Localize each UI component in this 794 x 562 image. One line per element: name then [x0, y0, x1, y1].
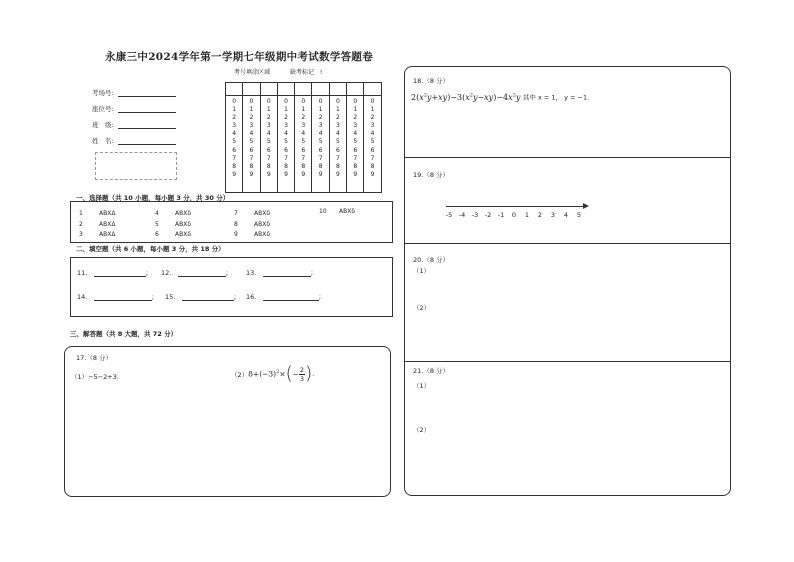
choice-item-7[interactable]	[234, 210, 270, 217]
section3-title: 三、解答题（共 8 大题，共 72 分）	[70, 330, 178, 338]
grid-digit-bubble[interactable]: 4	[353, 130, 358, 138]
grid-digit-bubble[interactable]: 4	[249, 130, 254, 138]
grid-digit-bubble[interactable]: 6	[336, 146, 340, 154]
q17-part1: （1）−5−2+3.	[71, 373, 119, 381]
grid-digit-column	[260, 96, 277, 193]
grid-write-cell[interactable]	[312, 83, 329, 96]
grid-digit-bubble[interactable]: 5	[301, 138, 306, 146]
choice-number: 3	[79, 231, 83, 238]
grid-digit-bubble[interactable]: 2	[266, 114, 271, 122]
grid-digit-bubble[interactable]: 4	[301, 130, 306, 138]
grid-digit-bubble[interactable]: 1	[301, 106, 306, 114]
grid-digit-bubble[interactable]: 4	[266, 130, 271, 138]
grid-write-cell[interactable]	[226, 83, 243, 96]
fill-item-14[interactable]: 14. ;	[77, 293, 155, 301]
q20-part1: （1）	[413, 267, 431, 275]
q17-answer-box[interactable]	[64, 346, 391, 497]
fill-item-12[interactable]: 12. ;	[161, 269, 229, 277]
choice-item-4[interactable]	[155, 210, 191, 217]
choice-item-6[interactable]	[155, 231, 191, 238]
grid-digit-bubble[interactable]: 1	[336, 106, 340, 114]
grid-digit-bubble[interactable]: 2	[370, 114, 375, 122]
grid-digit-bubble[interactable]: 3	[284, 122, 288, 130]
choice-options[interactable]: ABXδ	[254, 221, 271, 228]
grid-digit-bubble[interactable]: 8	[370, 162, 375, 170]
grid-digit-bubble[interactable]: 1	[353, 106, 358, 114]
grid-digit-bubble[interactable]: 7	[249, 154, 254, 162]
grid-digit-bubble[interactable]: 8	[318, 162, 323, 170]
choice-number: 5	[155, 221, 159, 228]
grid-digit-column	[364, 96, 381, 193]
grid-digit-bubble[interactable]: 5	[318, 138, 323, 146]
fill-item-13[interactable]: 13. ;	[246, 269, 314, 277]
class-label: 班 级:	[92, 121, 114, 129]
number-line-tick-label: -3	[471, 211, 479, 219]
grid-write-cell[interactable]	[347, 83, 364, 96]
grid-digit-column	[243, 96, 260, 193]
absent-label: 缺考标记	[289, 69, 314, 76]
choice-number: 10	[319, 208, 327, 215]
grid-digit-bubble[interactable]: 9	[249, 170, 254, 178]
grid-digit-bubble[interactable]: 3	[318, 122, 323, 130]
grid-digit-bubble[interactable]: 5	[284, 138, 288, 146]
grid-digit-bubble[interactable]: 3	[266, 122, 271, 130]
grid-digit-bubble[interactable]: 8	[266, 162, 271, 170]
number-line-tick-label: -5	[445, 211, 453, 219]
q17-label: 17.（8 分）	[76, 354, 113, 362]
grid-digit-bubble[interactable]: 2	[232, 114, 237, 122]
grid-digit-bubble[interactable]: 0	[370, 98, 375, 105]
grid-digit-bubble[interactable]: 6	[318, 146, 323, 154]
grid-digit-bubble[interactable]: 4	[232, 130, 237, 138]
grid-digit-bubble[interactable]: 2	[336, 114, 340, 122]
barcode-area	[95, 152, 177, 180]
q19-answer-area[interactable]	[405, 222, 730, 242]
grid-digit-bubble[interactable]: 4	[318, 130, 323, 138]
grid-digit-bubble[interactable]: 7	[353, 154, 358, 162]
choice-number: 4	[155, 210, 159, 217]
q19-label: 19.（8 分）	[413, 171, 450, 179]
choice-options[interactable]: ABXΔ	[99, 231, 116, 238]
number-line-tick-label: 4	[563, 211, 569, 219]
grid-digit-bubble[interactable]: 9	[336, 170, 340, 178]
grid-digit-bubble[interactable]: 1	[370, 106, 375, 114]
number-line-tick-label: -1	[497, 211, 505, 219]
grid-digit-bubble[interactable]: 2	[318, 114, 323, 122]
choice-number: 1	[79, 210, 83, 217]
grid-digit-bubble[interactable]: 2	[284, 114, 288, 122]
grid-digit-bubble[interactable]: 3	[301, 122, 306, 130]
choice-item-2[interactable]	[79, 221, 115, 228]
exam-area-label: 考号填涂区域	[234, 69, 271, 76]
grid-digit-bubble[interactable]: 0	[284, 98, 288, 105]
exam-room-field[interactable]	[118, 89, 176, 97]
choice-number: 7	[234, 210, 238, 217]
grid-digit-bubble[interactable]: 6	[284, 146, 288, 154]
grid-digit-column	[277, 96, 294, 193]
grid-digit-bubble[interactable]: 3	[232, 122, 237, 130]
name-label: 姓 名:	[92, 137, 114, 145]
grid-digit-bubble[interactable]: 1	[249, 106, 254, 114]
choice-options[interactable]: ABXδ	[175, 210, 192, 217]
choice-options[interactable]: ABXΔ	[99, 210, 116, 217]
exam-room-row	[92, 88, 176, 97]
choice-options[interactable]: ABXδ	[175, 221, 192, 228]
choice-item-9[interactable]	[234, 231, 270, 238]
absent-mark[interactable]: !	[319, 69, 323, 76]
grid-write-cell[interactable]	[329, 83, 346, 96]
grid-digit-bubble[interactable]: 6	[353, 146, 358, 154]
grid-digit-bubble[interactable]: 7	[370, 154, 375, 162]
fraction: $\frac{2}{3}$	[299, 365, 305, 383]
grid-digit-bubble[interactable]: 9	[266, 170, 271, 178]
grid-digit-bubble[interactable]: 1	[266, 106, 271, 114]
name-field[interactable]	[118, 137, 176, 145]
grid-digit-bubble[interactable]: 7	[284, 154, 288, 162]
q18-label: 18.（8 分）	[413, 77, 450, 85]
choice-number: 8	[234, 221, 238, 228]
number-line	[445, 204, 592, 219]
class-row	[92, 120, 176, 129]
grid-digit-bubble[interactable]: 7	[336, 154, 340, 162]
divider	[404, 243, 731, 244]
class-field[interactable]	[118, 121, 176, 129]
grid-write-cell[interactable]	[277, 83, 294, 96]
grid-digit-bubble[interactable]: 2	[249, 114, 254, 122]
grid-digit-bubble[interactable]: 8	[232, 162, 237, 170]
q21-label: 21.（8 分）	[413, 367, 450, 375]
q18-expression: $2(x^2y+xy)-3(x^2y-xy)-4x^2y$ 其中 x = 1， y = −1.	[411, 92, 590, 102]
grid-digit-bubble[interactable]: 5	[249, 138, 254, 146]
name-row	[92, 136, 176, 145]
grid-digit-bubble[interactable]: 7	[301, 154, 306, 162]
q21-answer-area[interactable]	[405, 390, 730, 492]
grid-digit-bubble[interactable]: 7	[232, 154, 237, 162]
number-line-tick-label: 3	[550, 211, 556, 219]
choice-item-5[interactable]	[155, 221, 191, 228]
choice-number: 6	[155, 231, 159, 238]
choice-item-10[interactable]	[319, 208, 355, 215]
grid-digit-bubble[interactable]: 5	[336, 138, 340, 146]
grid-digit-bubble[interactable]: 7	[266, 154, 271, 162]
grid-digit-bubble[interactable]: 0	[266, 98, 271, 105]
grid-digit-bubble[interactable]: 8	[353, 162, 358, 170]
fill-item-15[interactable]: 15. ;	[165, 293, 237, 301]
choice-number: 9	[234, 231, 238, 238]
divider	[404, 157, 731, 158]
grid-digit-bubble[interactable]: 1	[318, 106, 323, 114]
choice-options[interactable]: ABXδ	[175, 231, 192, 238]
grid-digit-bubble[interactable]: 5	[266, 138, 271, 146]
grid-digit-bubble[interactable]: 4	[284, 130, 288, 138]
exam-number-area-header	[234, 67, 340, 76]
page-title: 永康三中2024学年第一学期七年级期中考试数学答题卷	[105, 51, 374, 63]
grid-digit-bubble[interactable]: 5	[353, 138, 358, 146]
grid-digit-column	[226, 96, 243, 193]
grid-write-cell[interactable]	[295, 83, 312, 96]
grid-digit-column	[295, 96, 312, 193]
grid-digit-bubble[interactable]: 6	[232, 146, 237, 154]
grid-digit-bubble[interactable]: 8	[249, 162, 254, 170]
choice-options[interactable]: ABXδ	[254, 210, 271, 217]
section1-title: 一、选择题（共 10 小题，每小题 3 分，共 30 分）	[76, 194, 230, 202]
seat-row	[92, 104, 176, 113]
grid-digit-bubble[interactable]: 0	[249, 98, 254, 105]
grid-digit-bubble[interactable]: 0	[353, 98, 358, 105]
grid-write-cell[interactable]	[243, 83, 260, 96]
exam-room-label: 考场号:	[92, 89, 114, 97]
grid-digit-bubble[interactable]: 6	[370, 146, 375, 154]
choice-options[interactable]: ABXΔ	[99, 221, 116, 228]
grid-digit-bubble[interactable]: 3	[249, 122, 254, 130]
choice-options[interactable]: ABXδ	[339, 208, 356, 215]
fill-item-16[interactable]: 16. ;	[246, 293, 322, 301]
grid-digit-bubble[interactable]: 4	[336, 130, 340, 138]
choice-number: 2	[79, 221, 83, 228]
grid-digit-bubble[interactable]: 9	[284, 170, 288, 178]
grid-digit-bubble[interactable]: 7	[318, 154, 323, 162]
choice-item-3[interactable]	[79, 231, 115, 238]
q17-part2: （2） $8+(-3)^2\times$ ( − $\frac{2}{3}$ ) .	[231, 363, 315, 384]
grid-digit-bubble[interactable]: 9	[232, 170, 237, 178]
grid-digit-bubble[interactable]: 1	[232, 106, 237, 114]
grid-digit-bubble[interactable]: 5	[232, 138, 237, 146]
fill-item-11[interactable]: 11. ;	[77, 269, 149, 277]
choice-item-8[interactable]	[234, 221, 270, 228]
section2-title: 二、填空题（共 6 小题，每小题 3 分，共 18 分）	[76, 245, 225, 253]
seat-field[interactable]	[118, 105, 176, 113]
choice-options[interactable]: ABXδ	[254, 231, 271, 238]
number-line-tick-label: 5	[576, 211, 582, 219]
number-line-axis	[446, 206, 586, 207]
grid-digit-bubble[interactable]: 8	[301, 162, 306, 170]
grid-digit-bubble[interactable]: 3	[353, 122, 358, 130]
fill-answer-box	[70, 257, 393, 317]
grid-digit-bubble[interactable]: 2	[353, 114, 358, 122]
number-line-tick-label: -2	[484, 211, 492, 219]
grid-digit-column	[347, 96, 364, 193]
grid-digit-bubble[interactable]: 9	[301, 170, 306, 178]
grid-digit-bubble[interactable]: 0	[336, 98, 340, 105]
grid-digit-bubble[interactable]: 3	[370, 122, 375, 130]
number-line-tick-label: 2	[537, 211, 543, 219]
q18-answer-area[interactable]	[405, 110, 730, 156]
grid-digit-bubble[interactable]: 0	[232, 98, 237, 105]
grid-digit-bubble[interactable]: 1	[284, 106, 288, 114]
divider	[404, 361, 731, 362]
grid-digit-bubble[interactable]: 9	[318, 170, 323, 178]
grid-digit-bubble[interactable]: 9	[353, 170, 358, 178]
q18-condition: 其中 x = 1， y = −1.	[522, 93, 590, 102]
grid-digit-bubble[interactable]: 2	[301, 114, 306, 122]
q20-label: 20.（8 分）	[413, 256, 450, 264]
grid-digit-bubble[interactable]: 4	[370, 130, 375, 138]
choice-item-1[interactable]	[79, 210, 115, 217]
grid-digit-bubble[interactable]: 6	[249, 146, 254, 154]
grid-digit-column	[329, 96, 346, 193]
q20-answer-area[interactable]	[405, 275, 730, 359]
grid-digit-column	[312, 96, 329, 193]
q21-part1: （1）	[413, 382, 431, 390]
grid-digit-bubble[interactable]: 6	[301, 146, 306, 154]
grid-digit-bubble[interactable]: 8	[284, 162, 288, 170]
q21-part2: （2）	[413, 426, 431, 434]
q20-part2: （2）	[413, 304, 431, 312]
grid-digit-bubble[interactable]: 6	[266, 146, 271, 154]
arrow-right-icon	[583, 203, 589, 209]
seat-label: 座位号:	[92, 105, 114, 113]
choice-answer-box	[70, 201, 393, 243]
grid-digit-bubble[interactable]: 8	[336, 162, 340, 170]
grid-digit-bubble[interactable]: 3	[336, 122, 340, 130]
number-line-tick-label: -4	[458, 211, 466, 219]
number-line-tick-label: 0	[511, 211, 517, 219]
grid-digit-bubble[interactable]: 0	[301, 98, 306, 105]
grid-digit-bubble[interactable]: 9	[370, 170, 375, 178]
exam-number-grid	[225, 82, 382, 193]
grid-digit-bubble[interactable]: 0	[318, 98, 323, 105]
grid-write-cell[interactable]	[260, 83, 277, 96]
number-line-tick-label: 1	[524, 211, 530, 219]
grid-digit-bubble[interactable]: 5	[370, 138, 375, 146]
grid-write-cell[interactable]	[364, 83, 381, 96]
